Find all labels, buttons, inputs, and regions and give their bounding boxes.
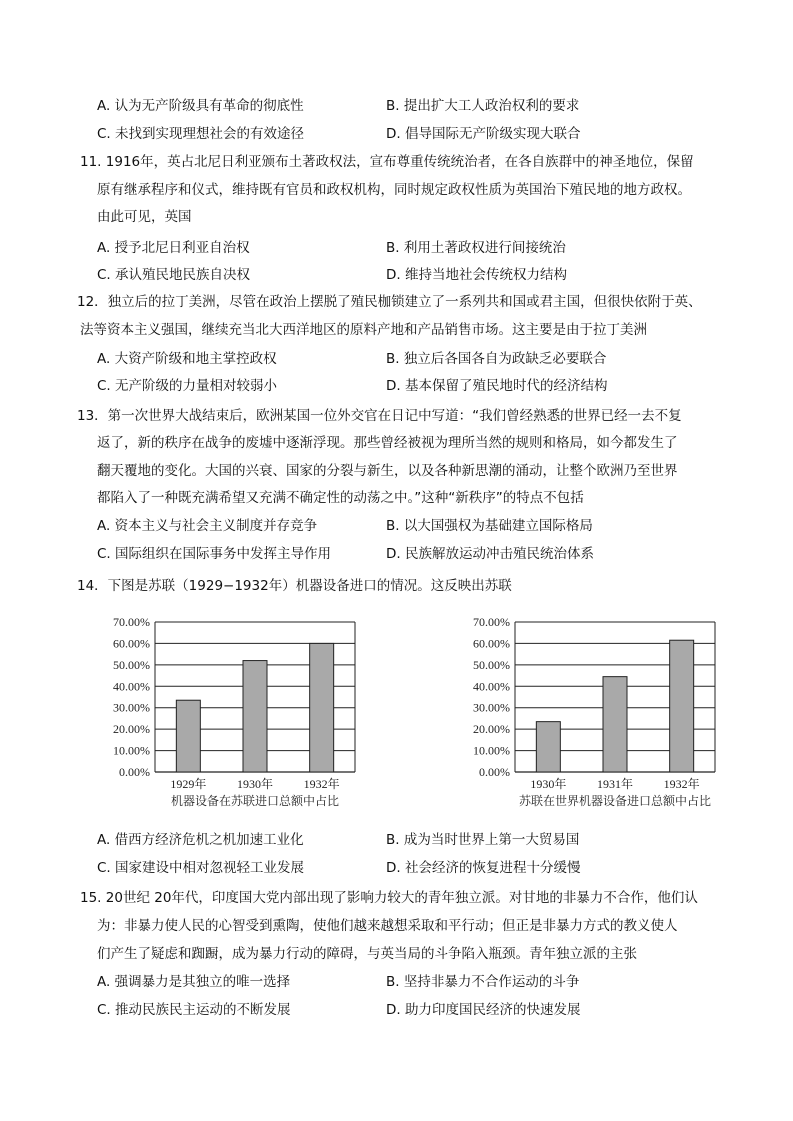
bar (670, 640, 694, 772)
y-tick-label: 20.00% (113, 722, 150, 737)
y-tick-label: 30.00% (473, 700, 510, 715)
y-tick-label: 0.00% (119, 765, 150, 779)
q13-stem-line: 翻天覆地的变化。大国的兴衰、国家的分裂与新生，以及各种新思潮的涌动，让整个欧洲乃至世界 (97, 463, 678, 479)
q14-option-d: D. 社会经济的恢复进程十分缓慢 (386, 860, 581, 876)
y-tick-label: 70.00% (113, 615, 150, 629)
q15-option-c: C. 推动民族民主运动的不断发展 (97, 1002, 291, 1018)
bar (603, 677, 627, 772)
chart-title: 机器设备在苏联进口总额中占比 (170, 794, 340, 808)
y-tick-label: 40.00% (473, 679, 510, 694)
y-tick-label: 60.00% (473, 636, 510, 651)
y-tick-label: 60.00% (113, 636, 150, 651)
q15-stem-line: 15. 20世纪 20年代，印度国大党内部出现了影响力较大的青年独立派。对甘地的非暴力不合作，他们认 (80, 890, 698, 906)
q15-option-b: B. 坚持非暴力不合作运动的斗争 (386, 974, 580, 990)
y-tick-label: 50.00% (473, 657, 510, 672)
chart-right (450, 612, 750, 817)
q10-option-d: D. 倡导国际无产阶级实现大联合 (386, 126, 581, 142)
chart-left (90, 612, 390, 817)
q15-option-a: A. 强调暴力是其独立的唯一选择 (97, 974, 291, 990)
x-tick-label: 1931年 (596, 777, 634, 791)
x-tick-label: 1932年 (663, 777, 700, 791)
y-tick-label: 0.00% (479, 765, 510, 779)
q13-stem-line: 返了，新的秩序在战争的废墟中逐渐浮现。那些曾经被视为理所当然的规则和格局，如今都发生了 (97, 435, 678, 451)
y-tick-label: 20.00% (473, 722, 510, 737)
y-tick-label: 10.00% (473, 743, 510, 758)
q10-option-a: A. 认为无产阶级具有革命的彻底性 (97, 98, 304, 114)
q13-option-d: D. 民族解放运动冲击殖民统治体系 (386, 546, 594, 562)
y-tick-label: 70.00% (473, 615, 510, 629)
q11-stem-line: 由此可见，英国 (97, 209, 192, 225)
q11-stem-line: 11. 1916年，英占北尼日利亚颁布土著政权法，宣布尊重传统统治者，在各自族群中的神圣地位，保留 (80, 154, 694, 170)
y-tick-label: 10.00% (113, 743, 150, 758)
q11-stem-line: 原有继承程序和仪式，维持既有官员和政权机构，同时规定政权性质为英国治下殖民地的地方政权。 (97, 182, 691, 198)
q14-option-c: C. 国家建设中相对忽视轻工业发展 (97, 860, 305, 876)
x-tick-label: 1929年 (170, 777, 207, 791)
q11-option-a: A. 授予北尼日利亚自治权 (97, 240, 250, 256)
q11-option-d: D. 维持当地社会传统权力结构 (386, 267, 567, 283)
q10-option-b: B. 提出扩大工人政治权利的要求 (386, 98, 580, 114)
chart-right-svg (450, 612, 750, 817)
x-tick-label: 1930年 (236, 777, 274, 791)
q13-option-a: A. 资本主义与社会主义制度并存竞争 (97, 518, 318, 534)
q15-stem-line: 们产生了疑虑和踟蹰，成为暴力行动的障碍，与英当局的斗争陷入瓶颈。青年独立派的主张 (97, 946, 637, 962)
x-tick-label: 1932年 (303, 777, 340, 791)
y-tick-label: 50.00% (113, 657, 150, 672)
q15-stem-line: 为：非暴力使人民的心智受到熏陶，使他们越来越想采取和平行动；但正是非暴力方式的教义使人 (97, 918, 678, 934)
q12-option-a: A. 大资产阶级和地主掌控政权 (97, 351, 277, 367)
chart-title: 苏联在世界机器设备进口总额中占比 (518, 794, 712, 808)
q13-stem-line: 13．第一次世界大战结束后，欧洲某国一位外交官在日记中写道：“我们曾经熟悉的世界已经一去不复 (77, 408, 682, 424)
q13-option-b: B. 以大国强权为基础建立国际格局 (386, 518, 593, 534)
q12-option-b: B. 独立后各国各自为政缺乏必要联合 (386, 351, 607, 367)
chart-left-svg (90, 612, 390, 817)
q14-option-a: A. 借西方经济危机之机加速工业化 (97, 832, 304, 848)
q12-stem-line: 法等资本主义强国，继续充当北大西洋地区的原料产地和产品销售市场。这主要是由于拉丁美洲 (80, 322, 647, 338)
bar (536, 722, 560, 772)
q13-stem-line: 都陷入了一种既充满希望又充满不确定性的动荡之中。”这种“新秩序”的特点不包括 (97, 490, 584, 506)
q11-option-c: C. 承认殖民地民族自决权 (97, 267, 251, 283)
y-tick-label: 40.00% (113, 679, 150, 694)
bar (176, 700, 200, 772)
q15-option-d: D. 助力印度国民经济的快速发展 (386, 1002, 581, 1018)
q11-option-b: B. 利用土著政权进行间接统治 (386, 240, 566, 256)
q14-option-b: B. 成为当时世界上第一大贸易国 (386, 832, 580, 848)
q14-stem: 14．下图是苏联（1929−1932年）机器设备进口的情况。这反映出苏联 (77, 578, 512, 594)
q12-option-d: D. 基本保留了殖民地时代的经济结构 (386, 378, 608, 394)
bar (243, 661, 267, 772)
y-tick-label: 30.00% (113, 700, 150, 715)
q12-option-c: C. 无产阶级的力量相对较弱小 (97, 378, 278, 394)
x-tick-label: 1930年 (530, 777, 567, 791)
bar (310, 643, 334, 772)
q12-stem-line: 12．独立后的拉丁美洲，尽管在政治上摆脱了殖民枷锁建立了一系列共和国或君主国，但很快依附于英、 (77, 294, 702, 310)
q13-option-c: C. 国际组织在国际事务中发挥主导作用 (97, 546, 332, 562)
q10-option-c: C. 未找到实现理想社会的有效途径 (97, 126, 305, 142)
